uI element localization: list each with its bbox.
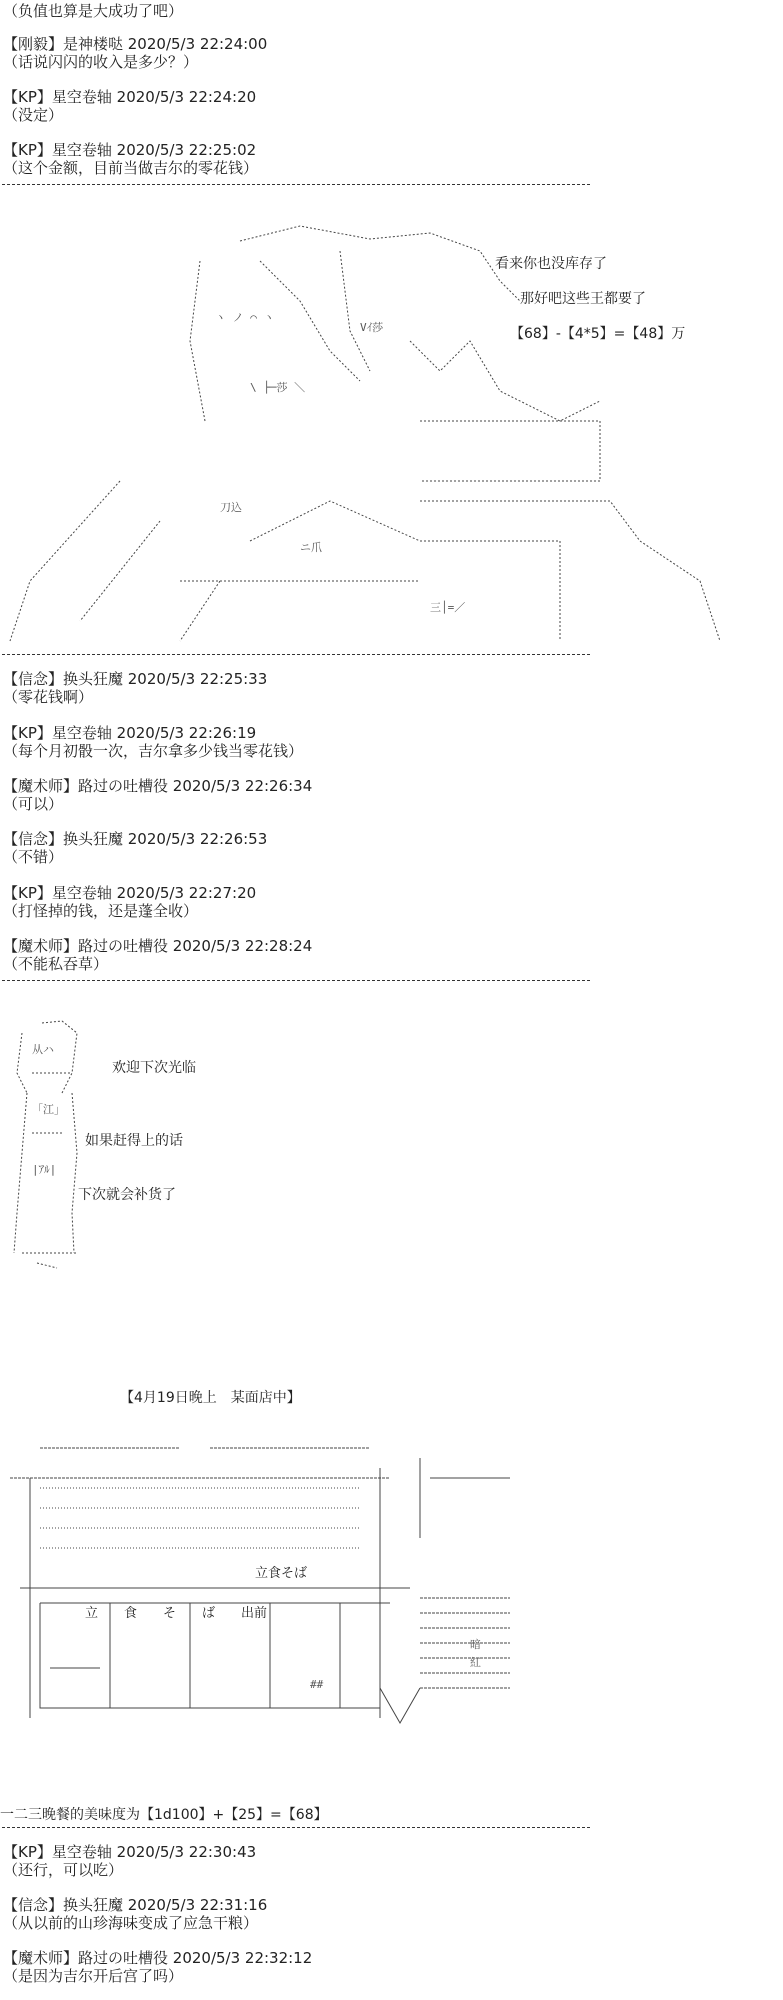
scene-caption: 【4月19日晚上 某面店中】 bbox=[120, 1390, 301, 1406]
speech-text: 看来你也没库存了 bbox=[495, 256, 607, 272]
chat-line: （话说闪闪的收入是多少？） bbox=[3, 53, 199, 71]
chat-line: （不错） bbox=[3, 848, 64, 866]
svg-text:\ ├─莎 ＼: \ ├─莎 ＼ bbox=[250, 381, 306, 394]
chat-line: （是因为吉尔开后宫了吗） bbox=[3, 1967, 184, 1985]
svg-text:刀込: 刀込 bbox=[220, 501, 242, 514]
chat-line: （负值也算是大成功了吧） bbox=[3, 2, 184, 20]
divider bbox=[2, 654, 590, 655]
ascii-art-shopkeeper bbox=[2, 1000, 92, 1260]
chat-line: （每个月初骰一次，吉尔拿多少钱当零花钱） bbox=[3, 742, 304, 760]
chat-line: 【信念】换头狂魔 2020/5/3 22:25:33 bbox=[3, 670, 268, 688]
svg-text:ニ爪: ニ爪 bbox=[300, 541, 322, 554]
divider bbox=[2, 980, 590, 981]
svg-text:「江」: 「江」 bbox=[32, 1103, 65, 1116]
svg-text:Vｲ莎: Vｲ莎 bbox=[360, 321, 384, 334]
ascii-art-figure bbox=[0, 208, 740, 648]
shop-sign: 立食そば bbox=[255, 1566, 308, 1581]
svg-text:|ｱﾙ|: |ｱﾙ| bbox=[32, 1163, 57, 1176]
chat-line: 【魔术师】路过の吐槽役 2020/5/3 22:28:24 bbox=[3, 937, 313, 955]
chat-line: （不能私吞草） bbox=[3, 955, 109, 973]
chat-line: （这个金额，目前当做吉尔的零花钱） bbox=[3, 159, 259, 177]
chat-line: （还行，可以吃） bbox=[3, 1861, 124, 1879]
chat-line: （可以） bbox=[3, 795, 64, 813]
chat-line: （零花钱啊） bbox=[3, 688, 94, 706]
speech-text: 下次就会补货了 bbox=[78, 1187, 176, 1203]
chat-line: 【信念】换头狂魔 2020/5/3 22:31:16 bbox=[3, 1896, 268, 1914]
svg-text:紅: 紅 bbox=[470, 1656, 481, 1669]
speech-text: 如果赶得上的话 bbox=[85, 1133, 183, 1149]
chat-line: 【魔术师】路过の吐槽役 2020/5/3 22:32:12 bbox=[3, 1949, 313, 1967]
ascii-art-sketch bbox=[0, 1438, 520, 1728]
chat-line: 【KP】星空卷轴 2020/5/3 22:24:20 bbox=[3, 88, 257, 106]
chat-line: 【信念】换头狂魔 2020/5/3 22:26:53 bbox=[3, 830, 268, 848]
ascii-art-sketch bbox=[2, 1013, 92, 1273]
dice-result-text: 【68】-【4*5】=【48】万 bbox=[510, 326, 686, 342]
speech-text: 那好吧这些王都要了 bbox=[520, 291, 646, 307]
svg-text:三│=／: 三│=／ bbox=[430, 601, 466, 614]
chat-line: 【KP】星空卷轴 2020/5/3 22:27:20 bbox=[3, 884, 257, 902]
chat-line: （打怪掉的钱，还是蓬全收） bbox=[3, 902, 199, 920]
chat-line: 【魔术师】路过の吐槽役 2020/5/3 22:26:34 bbox=[3, 777, 313, 795]
speech-text: 欢迎下次光临 bbox=[112, 1060, 196, 1076]
divider bbox=[2, 184, 590, 185]
svg-text:从ハ: 从ハ bbox=[32, 1043, 54, 1056]
divider bbox=[2, 1827, 590, 1828]
dice-result-text: 一二三晚餐的美味度为【1d100】+【25】=【68】 bbox=[0, 1807, 328, 1823]
svg-text:暗: 暗 bbox=[470, 1638, 481, 1651]
chat-line: （从以前的山珍海味变成了应急干粮） bbox=[3, 1914, 259, 1932]
chat-line: （没定） bbox=[3, 106, 64, 124]
ascii-art-sketch bbox=[0, 221, 740, 661]
chat-line: 【刚毅】是神楼哒 2020/5/3 22:24:00 bbox=[3, 35, 268, 53]
shop-curtain-text: 立 食 そ ば 出前 bbox=[85, 1606, 268, 1621]
chat-line: 【KP】星空卷轴 2020/5/3 22:30:43 bbox=[3, 1843, 257, 1861]
svg-text:##: ## bbox=[310, 1678, 324, 1691]
svg-text:ヽ ノ ⌒ ヽ: ヽ ノ ⌒ ヽ bbox=[215, 311, 275, 324]
chat-line: 【KP】星空卷轴 2020/5/3 22:25:02 bbox=[3, 141, 257, 159]
chat-line: 【KP】星空卷轴 2020/5/3 22:26:19 bbox=[3, 724, 257, 742]
